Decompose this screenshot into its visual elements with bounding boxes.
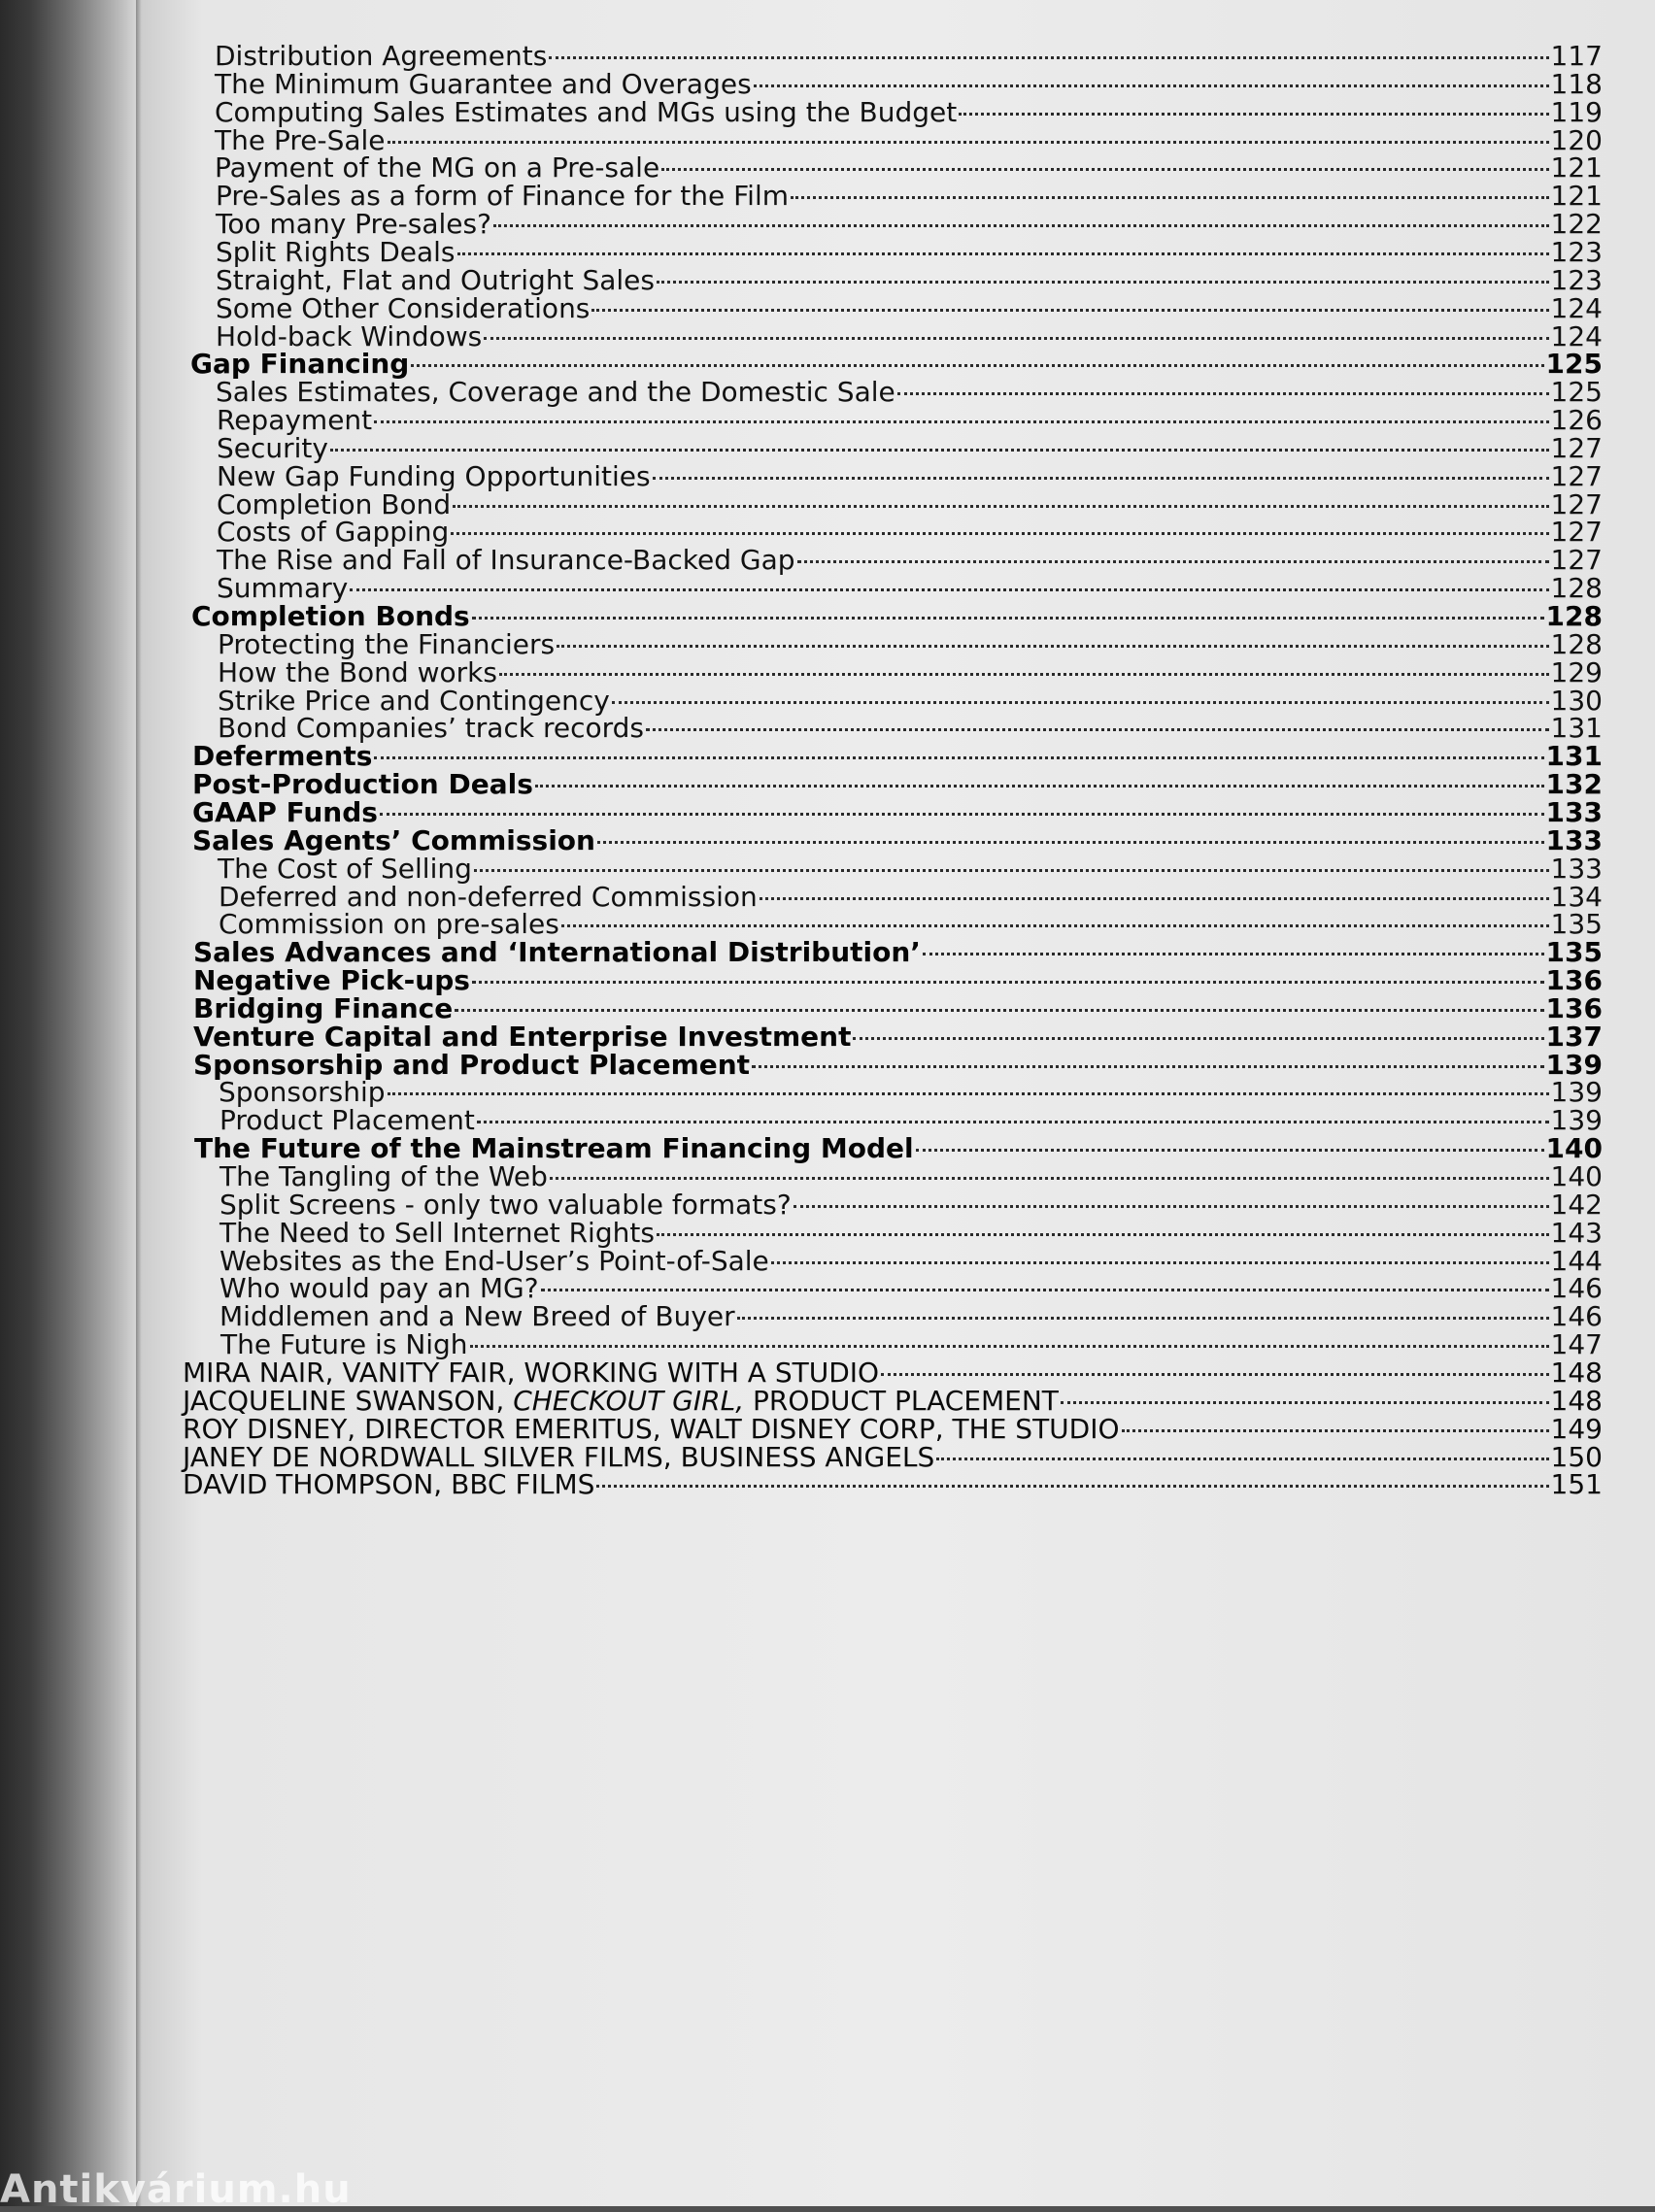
toc-page-number: 127 xyxy=(1550,516,1603,548)
toc-entry-title: Sales Advances and ‘International Distribution’ xyxy=(193,936,921,968)
toc-entry-title: Repayment xyxy=(217,404,373,436)
toc-entry-title: MIRA NAIR, VANITY FAIR, WORKING WITH A STUDIO xyxy=(183,1357,880,1389)
toc-entry-title: Computing Sales Estimates and MGs using the Budget xyxy=(215,96,958,128)
dot-leader xyxy=(557,645,1549,648)
dot-leader xyxy=(477,1121,1549,1123)
dot-leader xyxy=(881,1373,1548,1376)
toc-entry-title: Straight, Flat and Outright Sales xyxy=(216,264,655,296)
toc-page-number: 119 xyxy=(1550,96,1603,128)
dot-leader xyxy=(612,701,1549,704)
toc-page-number: 127 xyxy=(1550,544,1603,576)
toc-page-number: 140 xyxy=(1545,1132,1603,1164)
toc-entry-title: How the Bond works xyxy=(218,656,497,688)
toc-entry-title: Pre-Sales as a form of Finance for the Film xyxy=(216,180,789,212)
dot-leader xyxy=(350,588,1548,591)
toc-entry-title: The Cost of Selling xyxy=(218,853,472,885)
toc-page-number: 148 xyxy=(1550,1385,1603,1417)
toc-entry-title: Costs of Gapping xyxy=(217,516,450,548)
toc-page-number: 135 xyxy=(1550,908,1603,940)
toc-entry-title: Deferments xyxy=(192,740,373,772)
toc-entry-title: DAVID THOMPSON, BBC FILMS xyxy=(183,1468,595,1500)
dot-leader xyxy=(474,869,1549,872)
watermark: Antikvárium.hu xyxy=(0,2167,352,2212)
dot-leader xyxy=(791,196,1549,199)
dot-leader xyxy=(646,728,1549,731)
dot-leader xyxy=(470,1345,1549,1348)
dot-leader xyxy=(657,1233,1549,1236)
toc-entry-title: The Future is Nigh xyxy=(220,1328,468,1360)
toc-page-number: 117 xyxy=(1550,40,1603,72)
toc-page-number: 120 xyxy=(1550,124,1603,156)
toc-entry-title: The Pre-Sale xyxy=(215,124,386,156)
dot-leader xyxy=(455,1009,1543,1012)
dot-leader xyxy=(596,1485,1548,1488)
toc-page-number: 129 xyxy=(1550,656,1603,688)
dot-leader xyxy=(657,281,1549,284)
dot-leader xyxy=(484,337,1548,340)
toc-entry-title: Who would pay an MG? xyxy=(220,1272,539,1304)
toc-page-number: 140 xyxy=(1550,1160,1603,1192)
dot-leader xyxy=(374,420,1548,423)
toc-entry-title: JANEY DE NORDWALL SILVER FILMS, BUSINESS ANGELS xyxy=(183,1441,935,1473)
toc-page-number: 134 xyxy=(1550,881,1603,913)
toc-entry-title: Split Rights Deals xyxy=(216,236,456,268)
toc-page-number: 126 xyxy=(1550,404,1603,436)
dot-leader xyxy=(853,1037,1543,1040)
toc-page-number: 127 xyxy=(1550,432,1603,464)
dot-leader xyxy=(380,813,1544,816)
toc-entry-title: ROY DISNEY, DIRECTOR EMERITUS, WALT DISNEY CORP, THE STUDIO xyxy=(183,1413,1120,1445)
toc-entry-title-part: PRODUCT PLACEMENT xyxy=(744,1385,1059,1417)
toc-page-number: 128 xyxy=(1550,572,1603,604)
toc-entry-title: Strike Price and Contingency xyxy=(218,685,610,717)
toc-page-number: 146 xyxy=(1550,1272,1603,1304)
toc-page-number: 131 xyxy=(1545,740,1603,772)
toc-page-number: 124 xyxy=(1550,292,1603,324)
toc-entry-title: The Tangling of the Web xyxy=(220,1160,548,1192)
dot-leader xyxy=(457,252,1549,255)
toc-page-number: 123 xyxy=(1550,264,1603,296)
toc-entry-title: Completion Bonds xyxy=(191,600,470,632)
dot-leader xyxy=(388,1092,1549,1095)
toc-entry-title: Payment of the MG on a Pre-sale xyxy=(215,151,660,184)
toc-page-number: 133 xyxy=(1545,796,1603,828)
toc-entry-title: The Future of the Mainstream Financing Model xyxy=(194,1132,914,1164)
toc-page-number: 121 xyxy=(1550,151,1603,184)
toc-entry-title: Protecting the Financiers xyxy=(218,628,556,660)
toc-entry-title: Sales Agents’ Commission xyxy=(192,824,595,856)
toc-page-number: 125 xyxy=(1550,376,1603,408)
toc-entry-title: Sales Estimates, Coverage and the Domestic Sale xyxy=(216,376,895,408)
toc-entry-title: Middlemen and a New Breed of Buyer xyxy=(220,1300,735,1332)
toc-entry-title: Commission on pre-sales xyxy=(219,908,559,940)
dot-leader xyxy=(794,1205,1549,1208)
dot-leader xyxy=(653,477,1549,480)
toc-entry-title: Product Placement xyxy=(220,1104,475,1136)
dot-leader xyxy=(550,1177,1549,1180)
toc-page-number: 132 xyxy=(1545,768,1603,800)
book-spine xyxy=(0,0,136,2206)
dot-leader xyxy=(451,532,1548,535)
toc-page-number: 137 xyxy=(1545,1021,1603,1053)
toc-entry-title: Bond Companies’ track records xyxy=(218,712,644,744)
toc-entry-title: Bridging Finance xyxy=(193,992,454,1024)
toc-entry-title: New Gap Funding Opportunities xyxy=(217,460,651,492)
toc-page-number: 139 xyxy=(1545,1049,1603,1081)
toc-page-number: 147 xyxy=(1550,1328,1603,1360)
toc-page-number: 128 xyxy=(1545,600,1603,632)
toc-page-number: 122 xyxy=(1550,208,1603,240)
toc-page-number: 133 xyxy=(1545,824,1603,856)
toc-page-number: 150 xyxy=(1550,1441,1603,1473)
toc-page-number: 148 xyxy=(1550,1357,1603,1389)
dot-leader xyxy=(388,141,1549,144)
toc-entry-title: Security xyxy=(217,432,328,464)
toc-page-number: 124 xyxy=(1550,320,1603,352)
toc-entry-title-italic: CHECKOUT GIRL, xyxy=(513,1385,745,1417)
toc-page-number: 143 xyxy=(1550,1217,1603,1249)
dot-leader xyxy=(737,1317,1549,1320)
toc-page-number: 125 xyxy=(1545,348,1603,380)
dot-leader xyxy=(1061,1401,1549,1404)
toc-entry-title: Some Other Considerations xyxy=(216,292,591,324)
toc-entry-title: The Rise and Fall of Insurance-Backed Gap xyxy=(217,544,795,576)
dot-leader xyxy=(549,56,1548,59)
toc-entry-title: Too many Pre-sales? xyxy=(216,208,491,240)
toc-page-number: 118 xyxy=(1550,68,1603,100)
dot-leader xyxy=(760,897,1549,900)
book-page xyxy=(142,0,1655,2206)
dot-leader xyxy=(897,392,1549,395)
toc-entry-title-part: JACQUELINE SWANSON, xyxy=(183,1385,514,1417)
dot-leader xyxy=(472,981,1544,984)
dot-leader xyxy=(472,617,1544,620)
toc-page-number: 136 xyxy=(1545,992,1603,1024)
toc-page-number: 144 xyxy=(1550,1245,1603,1277)
toc-page-number: 139 xyxy=(1550,1076,1603,1108)
toc-entry-title: Sponsorship xyxy=(219,1076,386,1108)
dot-leader xyxy=(561,924,1549,927)
dot-leader xyxy=(493,224,1549,227)
dot-leader xyxy=(499,673,1549,676)
toc-entry-title: The Need to Sell Internet Rights xyxy=(220,1217,655,1249)
toc-page-number: 136 xyxy=(1545,964,1603,996)
dot-leader xyxy=(661,168,1548,171)
toc-entry-title: Deferred and non-deferred Commission xyxy=(219,881,758,913)
toc-page-number: 130 xyxy=(1550,685,1603,717)
toc-entry xyxy=(183,1465,1603,1504)
dot-leader xyxy=(936,1458,1548,1460)
toc-page-number: 149 xyxy=(1550,1413,1603,1445)
toc-page-number: 123 xyxy=(1550,236,1603,268)
toc-entry-title: Distribution Agreements xyxy=(215,40,548,72)
toc-page-number: 135 xyxy=(1545,936,1603,968)
dot-leader xyxy=(535,785,1544,788)
dot-leader xyxy=(374,756,1543,759)
toc-entry-title: The Minimum Guarantee and Overages xyxy=(215,68,752,100)
toc-page-number: 127 xyxy=(1550,488,1603,520)
toc-entry-title: Completion Bond xyxy=(217,488,452,520)
toc-page-number: 151 xyxy=(1550,1468,1603,1500)
dot-leader xyxy=(754,84,1549,87)
dot-leader xyxy=(752,1065,1543,1068)
toc-entry-title: Post-Production Deals xyxy=(192,768,533,800)
dot-leader xyxy=(916,1149,1544,1152)
toc-entry-title: GAAP Funds xyxy=(192,796,378,828)
dot-leader xyxy=(959,113,1548,116)
dot-leader xyxy=(923,953,1544,955)
toc-entry-title: Websites as the End-User’s Point-of-Sale xyxy=(220,1245,769,1277)
toc-page-number: 133 xyxy=(1550,853,1603,885)
toc-page-number: 131 xyxy=(1550,712,1603,744)
toc-page-number: 128 xyxy=(1550,628,1603,660)
dot-leader xyxy=(591,309,1548,312)
toc-entry-title: Sponsorship and Product Placement xyxy=(193,1049,751,1081)
dot-leader xyxy=(771,1261,1549,1264)
dot-leader xyxy=(541,1289,1549,1291)
toc-entry-title: Negative Pick-ups xyxy=(193,964,470,996)
toc-entry-title: Hold-back Windows xyxy=(216,320,483,352)
dot-leader xyxy=(1122,1429,1549,1432)
toc-page-number: 127 xyxy=(1550,460,1603,492)
toc-entry-title: Summary xyxy=(217,572,349,604)
toc-entry-title: Gap Financing xyxy=(190,348,410,380)
toc-page-number: 139 xyxy=(1550,1104,1603,1136)
dot-leader xyxy=(411,364,1543,367)
dot-leader xyxy=(330,449,1549,452)
toc-page-number: 142 xyxy=(1550,1189,1603,1221)
dot-leader xyxy=(597,841,1544,844)
toc-page-number: 146 xyxy=(1550,1300,1603,1332)
toc-entry-title: Venture Capital and Enterprise Investment xyxy=(193,1021,852,1053)
toc-page-number: 121 xyxy=(1550,180,1603,212)
dot-leader xyxy=(453,505,1548,508)
toc-entry-title: Split Screens - only two valuable formats? xyxy=(220,1189,792,1221)
dot-leader xyxy=(797,560,1549,563)
